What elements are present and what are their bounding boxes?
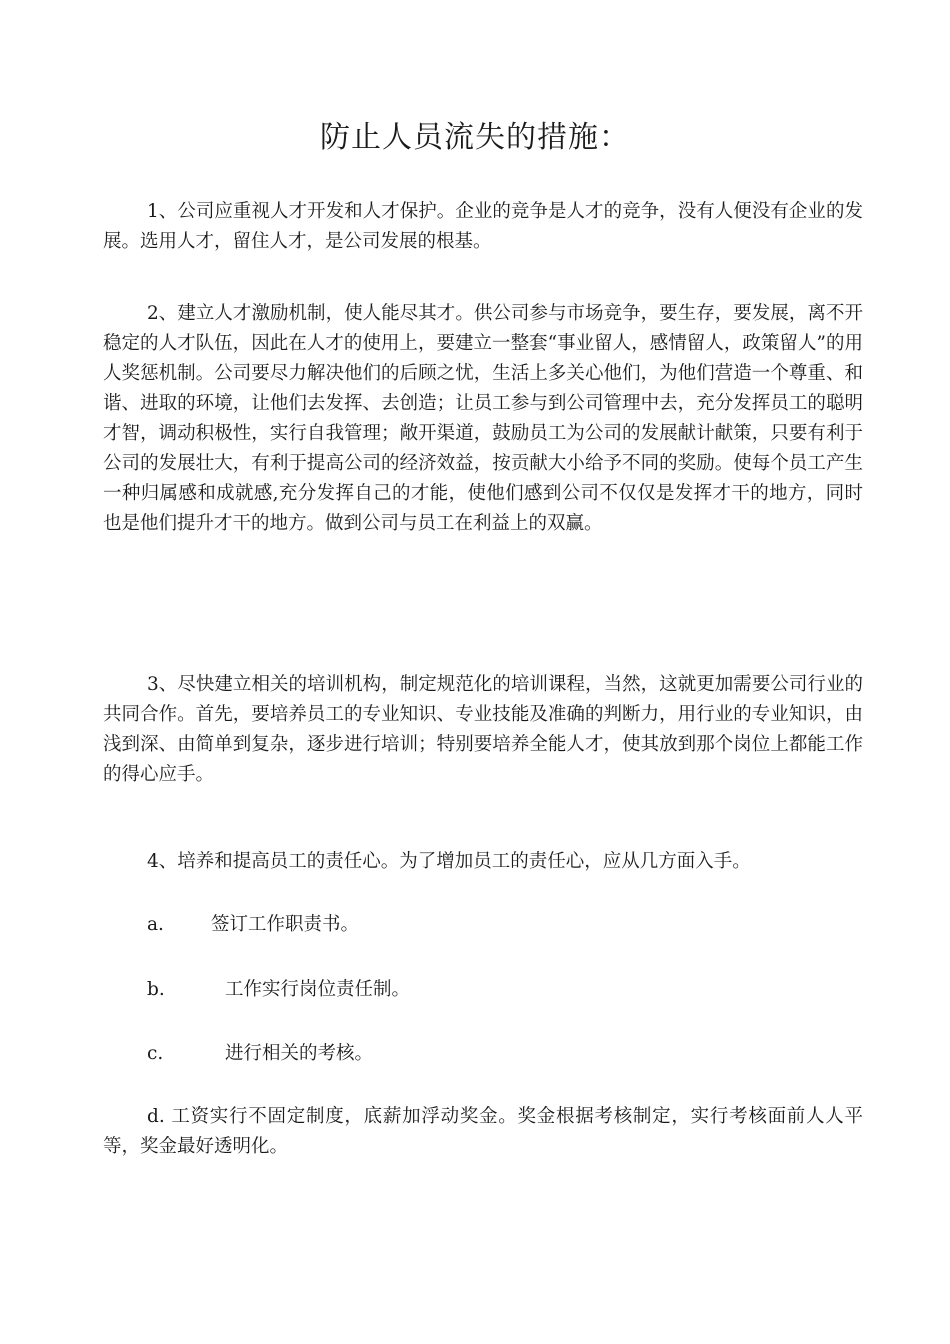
list-item <box>147 1039 373 1069</box>
list-item-marker: c. <box>147 1043 164 1064</box>
paragraph-incentive-mechanism: 2、建立人才激励机制，使人能尽其才。供公司参与市场竞争，要生存，要发展，离不开稳定的人才队伍，因此在人才的使用上，要建立一整套“事业留人，感情留人，政策留人”的用人奖惩机制。公司要尽力解决他们的后顾之忧，生活上多关心他们，为他们营造一个尊重、和谐、进取的环境，让他们去发挥、去创造；让员工参与到公司管理中去，充分发挥员工的聪明才智，调动积极性，实行自我管理；敞开渠道，鼓励员工为公司的发展献计献策，只要有利于公司的发展壮大，有利于提高公司的经济效益，按贡献大小给予不同的奖励。使每个员工产生一种归属感和成就感,充分发挥自己的才能，使他们感到公司不仅仅是发挥才干的地方，同时也是他们提升才干的地方。做到公司与员工在利益上的双赢。 <box>103 303 863 534</box>
paragraph-training: 3、尽快建立相关的培训机构，制定规范化的培训课程，当然，这就更加需要公司行业的共同合作。首先，要培养员工的专业知识、专业技能及准确的判断力，用行业的专业知识，由浅到深、由简单到复杂，逐步进行培训；特别要培养全能人才，使其放到那个岗位上都能工作的得心应手。 <box>103 674 863 785</box>
paragraph-responsibility: 4、培养和提高员工的责任心。为了增加员工的责任心，应从几方面入手。 <box>147 851 751 872</box>
list-item-text: 工作实行岗位责任制。 <box>225 979 411 1000</box>
list-item <box>147 910 359 940</box>
list-item-marker: b. <box>147 979 165 1000</box>
list-item-marker: a. <box>147 914 164 935</box>
list-item-text: 签订工作职责书。 <box>211 914 360 935</box>
document-title: 防止人员流失的措施： <box>320 120 630 155</box>
list-item-text: 进行相关的考核。 <box>225 1043 374 1064</box>
paragraph-talent-protection: 1、公司应重视人才开发和人才保护。企业的竞争是人才的竞争，没有人便没有企业的发展。选用人才，留住人才，是公司发展的根基。 <box>103 201 863 252</box>
list-item <box>147 975 410 1005</box>
paragraph-salary-system: d. 工资实行不固定制度，底薪加浮动奖金。奖金根据考核制定，实行考核面前人人平等，奖金最好透明化。 <box>103 1106 863 1157</box>
